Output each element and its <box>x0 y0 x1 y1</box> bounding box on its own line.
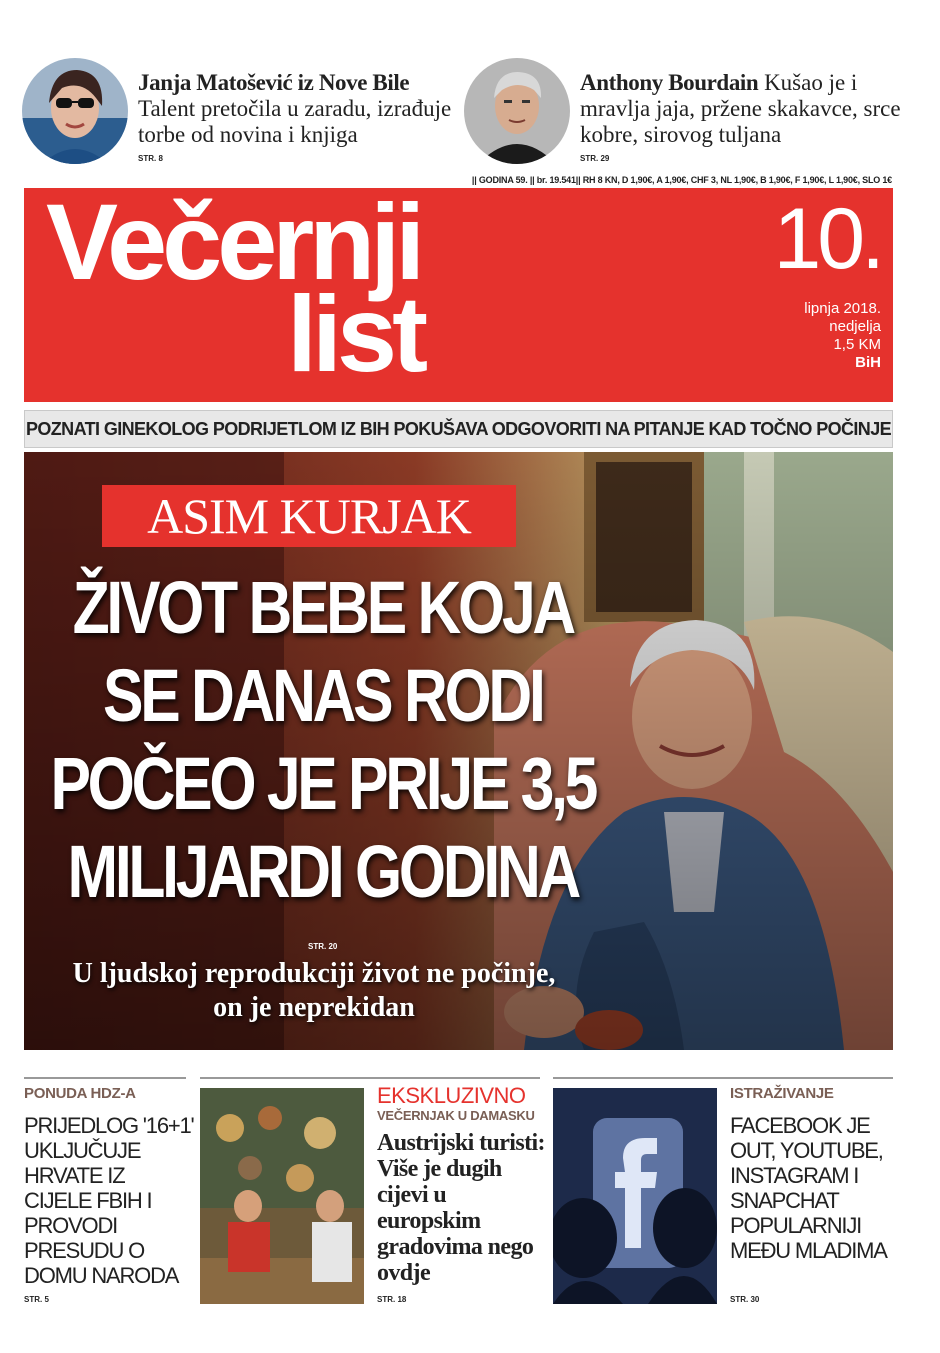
hdz-page-ref: STR. 5 <box>24 1295 49 1304</box>
main-kicker: POZNATI GINEKOLOG PODRIJETLOM IZ BIH POKUŠAVA ODGOVORITI NA PITANJE KAD TOČNO POČINJE <box>24 410 893 448</box>
facebook-logo-icon[interactable] <box>553 1088 717 1304</box>
main-headline-line: ŽIVOT BEBE KOJA <box>72 566 573 649</box>
teaser-name: Anthony Bourdain <box>580 70 759 95</box>
hdz-story-text[interactable]: PRIJEDLOG '16+1' UKLJUČUJE HRVATE IZ CIJELE FBIH I PROVODI PRESUDU O DOMU NARODA <box>24 1113 194 1288</box>
issue-date-box <box>804 300 881 372</box>
issue-weekday: nedjelja <box>829 318 881 335</box>
divider <box>200 1077 540 1079</box>
research-label: ISTRAŽIVANJE <box>730 1085 834 1102</box>
divider <box>24 1077 186 1079</box>
main-story[interactable] <box>24 452 893 1050</box>
divider <box>553 1077 893 1079</box>
damask-story-title[interactable]: Austrijski turisti: Više je dugih cijevi u europskim gradovima nego ovdje <box>377 1130 545 1286</box>
main-subtitle: U ljudskoj reprodukciji život ne počinje, on je neprekidan <box>72 958 556 1023</box>
hdz-label: PONUDA HDZ-A <box>24 1085 136 1102</box>
research-page-ref: STR. 30 <box>730 1295 760 1304</box>
damask-page-ref: STR. 18 <box>377 1295 407 1304</box>
teaser-janja-matosevic[interactable] <box>22 58 462 168</box>
teaser-anthony-bourdain[interactable] <box>464 58 904 168</box>
main-headline-line: SE DANAS RODI <box>103 654 543 737</box>
main-headline <box>44 564 602 916</box>
woman-portrait-icon <box>22 58 128 164</box>
teaser-page-ref: STR. 29 <box>580 154 610 163</box>
main-page-ref: STR. 20 <box>308 942 338 951</box>
issue-info-line: || GODINA 59. || br. 19.541|| RH 8 KN, D 1,90€, A 1,90€, CHF 3, NL 1,90€, B 1,90€, F 1,90€, L 1,90€, SLO 1€ <box>471 175 892 185</box>
logo-list[interactable]: list <box>287 273 424 394</box>
man-portrait-icon <box>464 58 570 164</box>
teaser-text: Kušao je i mravlja jaja, pržene skakavce, srce kobre, sirovog tuljana <box>580 70 901 147</box>
exclusive-sublabel: VEČERNJAK U DAMASKU <box>377 1108 535 1123</box>
teaser-text: Talent pretočila u zaradu, izrađuje torbe od novina i knjiga <box>138 96 452 147</box>
issue-price: 1,5 KM <box>833 336 881 353</box>
masthead <box>24 181 893 402</box>
main-headline-line: POČEO JE PRIJE 3,5 <box>50 742 596 825</box>
teaser-page-ref: STR. 8 <box>138 154 163 163</box>
issue-edition: BiH <box>855 354 881 371</box>
main-headline-line: MILIJARDI GODINA <box>67 830 579 913</box>
main-story-name: ASIM KURJAK <box>102 485 516 547</box>
teaser-name: Janja Matošević iz Nove Bile <box>138 70 410 95</box>
logo-vecernji[interactable]: Večernji <box>46 181 421 302</box>
market-photo-icon[interactable] <box>200 1088 364 1304</box>
issue-month-year: lipnja 2018. <box>804 300 881 317</box>
issue-day: 10. <box>773 191 881 287</box>
research-story-text[interactable]: FACEBOOK JE OUT, YOUTUBE, INSTAGRAM I SNAPCHAT POPULARNIJI MEĐU MLADIMA <box>730 1113 887 1263</box>
exclusive-label: EKSKLUZIVNO <box>377 1083 526 1108</box>
